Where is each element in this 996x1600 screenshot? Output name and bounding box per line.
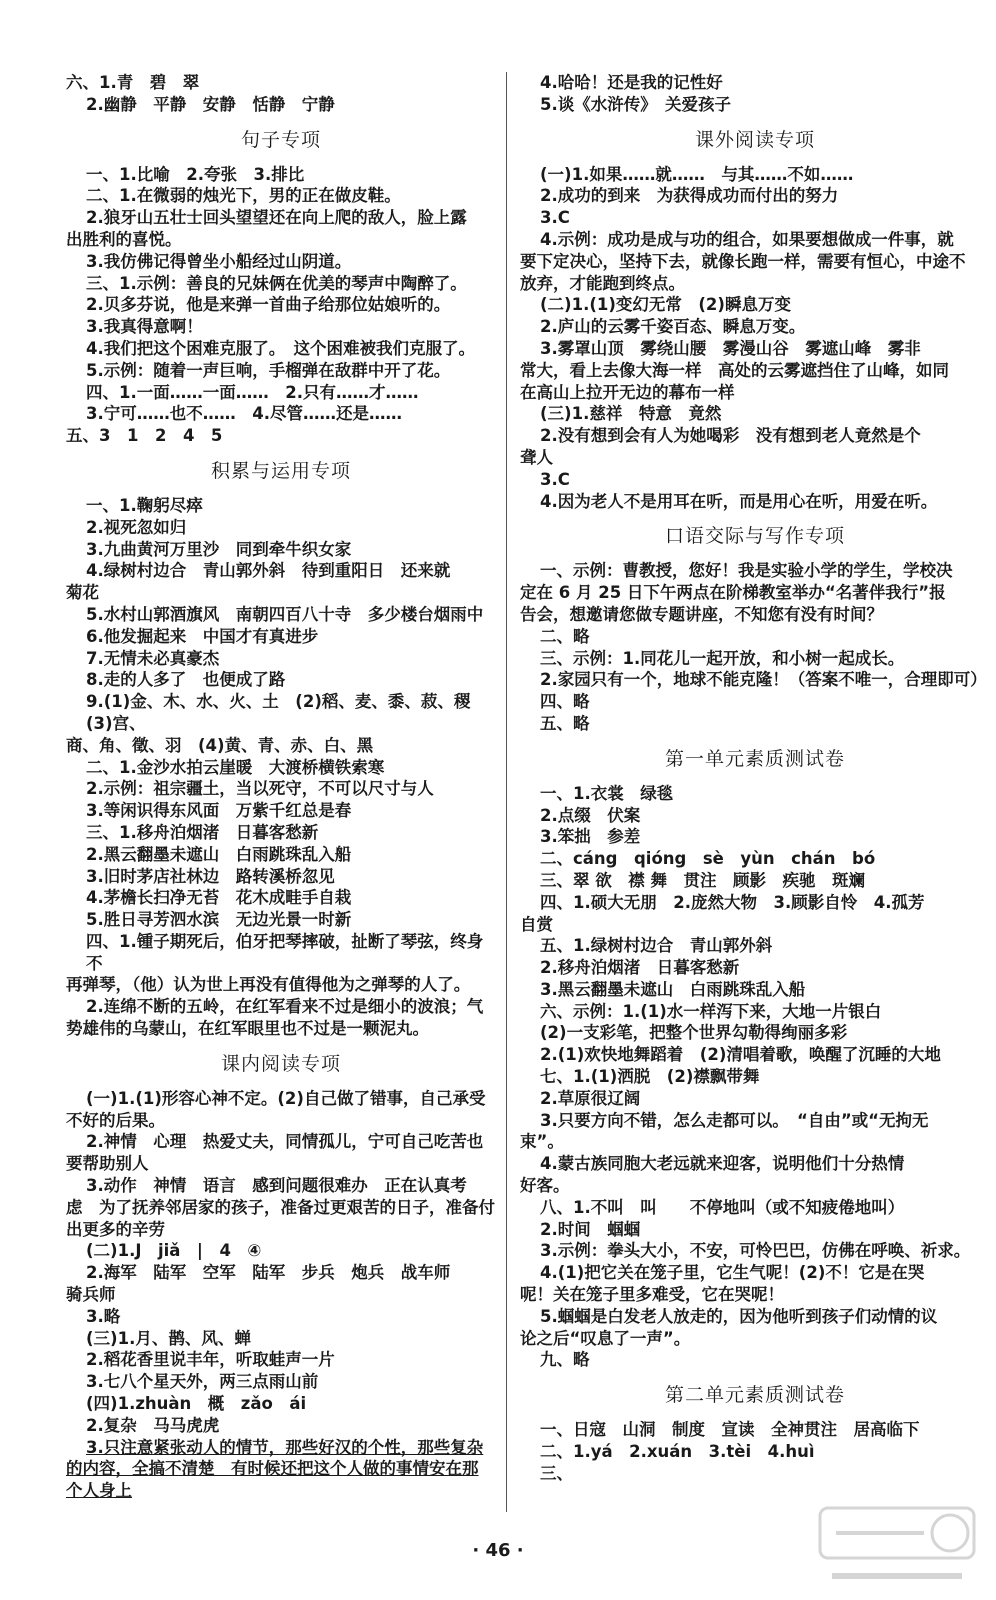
answer-line — [66, 207, 496, 229]
answer-line — [520, 1001, 990, 1023]
answer-line — [66, 822, 496, 844]
answer-line — [520, 783, 990, 805]
line-text: 虑 为了抚养邻居家的孩子，准备过更艰苦的日子，准备付 — [66, 1197, 495, 1217]
line-text: 五、3 1 2 4 5 — [66, 426, 223, 446]
line-text: 5.胜日寻芳泗水滨 无边光景一时新 — [86, 910, 352, 930]
line-text: 2.连绵不断的五岭，在红军看来不过是细小的波浪；气 — [86, 997, 484, 1017]
heading-text: 口语交际与写作专项 — [664, 525, 845, 548]
answer-line — [66, 1349, 496, 1371]
section-heading — [66, 447, 496, 495]
right-column — [520, 72, 990, 1485]
answer-line — [66, 909, 496, 931]
line-text: 要下定决心，坚持下去，就像长跑一样，需要有恒心，中途不 — [520, 251, 966, 271]
answer-line — [66, 931, 496, 975]
answer-line — [520, 1441, 990, 1463]
line-text: 2.时间 蝈蝈 — [540, 1219, 641, 1239]
answer-line — [66, 648, 496, 670]
line-text: 三、 — [540, 1463, 573, 1483]
line-text: 在高山上拉开无边的幕布一样 — [520, 382, 735, 402]
answer-line — [66, 1371, 496, 1393]
line-text: 四、1.一面……一面…… 2.只有……才…… — [86, 382, 419, 402]
line-text: 2.复杂 马马虎虎 — [86, 1415, 220, 1435]
answer-line — [520, 1110, 990, 1132]
line-text: 四、1.硕大无朋 2.庞然大物 3.顾影自怜 4.孤芳 — [540, 892, 925, 912]
answer-line — [66, 251, 496, 273]
line-text: 5.蝈蝈是白发老人放走的，因为他听到孩子们动情的议 — [540, 1306, 938, 1326]
line-text: 3.只注意紧张动人的情节，那些好汉的个性，那些复杂 — [86, 1437, 484, 1457]
line-text: 出胜利的喜悦。 — [66, 229, 182, 249]
answer-line — [66, 604, 496, 626]
line-text: 4.我们把这个困难克服了。 这个困难被我们克服了。 — [86, 338, 475, 358]
line-text: 2.黑云翻墨未遮山 白雨跳珠乱入船 — [86, 844, 352, 864]
answer-line — [520, 294, 990, 316]
line-text: 八、1.不叫 叫 不停地叫（或不知疲倦地叫） — [540, 1197, 905, 1217]
answer-line — [520, 469, 990, 491]
line-text: 再弹琴，（他）认为世上再没有值得他为之弹琴的人了。 — [66, 975, 471, 995]
answer-line — [520, 935, 990, 957]
answer-line — [66, 735, 496, 757]
line-text: 2.草原很辽阔 — [540, 1088, 641, 1108]
line-text: 四、略 — [540, 692, 590, 712]
answer-line — [66, 1088, 496, 1110]
line-text: 3.略 — [86, 1306, 121, 1326]
line-text: 三、1.示例：善良的兄妹俩在优美的琴声中陶醉了。 — [86, 273, 467, 293]
answer-line — [66, 1284, 496, 1306]
answer-line — [66, 1018, 496, 1040]
line-text: 3.只要方向不错，怎么走都可以。 “自由”或“无拘无 — [540, 1110, 929, 1130]
answer-line — [66, 996, 496, 1018]
line-text: 2.示例：祖宗疆土，当以死守，不可以尺寸与人 — [86, 779, 434, 799]
answer-line — [66, 495, 496, 517]
answer-line — [520, 1088, 990, 1110]
line-text: 8.走的人多了 也便成了路 — [86, 670, 286, 690]
line-text: 3.等闲识得东风面 万紫千红总是春 — [86, 801, 352, 821]
answer-line — [520, 94, 990, 116]
heading-text: 句子专项 — [240, 128, 321, 151]
answer-line — [66, 887, 496, 909]
line-text: (一)1.(1)形容心神不定。(2)自己做了错事，自己承受 — [86, 1088, 486, 1108]
line-text: 3.我真得意啊！ — [86, 317, 203, 337]
line-text: 2.狼牙山五壮士回头望望还在向上爬的敌人，脸上露 — [86, 208, 467, 228]
heading-text: 课内阅读专项 — [220, 1052, 341, 1075]
answer-line — [66, 164, 496, 186]
answer-line — [66, 185, 496, 207]
line-text: 4.哈哈！还是我的记性好 — [540, 73, 723, 92]
answer-line — [66, 360, 496, 382]
line-text: 3.九曲黄河万里沙 同到牵牛织女家 — [86, 539, 352, 559]
section-heading — [520, 512, 990, 560]
answer-line — [520, 229, 990, 251]
answer-line — [520, 626, 990, 648]
line-text: 5.谈《水浒传》 关爱孩子 — [540, 94, 731, 114]
line-text: 三、1.移舟泊烟渚 日暮客愁新 — [86, 822, 319, 842]
line-text: 势雄伟的乌蒙山，在红军眼里也不过是一颗泥丸。 — [66, 1019, 429, 1039]
answer-line — [66, 1110, 496, 1132]
line-text: (二)1.(1)变幻无常 (2)瞬息万变 — [540, 295, 791, 315]
answer-line — [520, 691, 990, 713]
answer-line — [66, 1219, 496, 1241]
answer-line — [66, 1153, 496, 1175]
line-text: 9.(1)金、木、水、火、土 (2)稻、麦、黍、菽、稷 (3)宫、 — [86, 692, 487, 733]
answer-line — [66, 539, 496, 561]
answer-line — [520, 669, 990, 691]
line-text: 出更多的辛劳 — [66, 1219, 165, 1239]
line-text: 不好的后果。 — [66, 1110, 165, 1130]
heading-text: 积累与运用专项 — [210, 459, 351, 482]
answer-line — [520, 1284, 990, 1306]
answer-line — [66, 844, 496, 866]
line-text: (一)1.如果……就…… 与其……不如…… — [540, 164, 854, 184]
line-text: (2)一支彩笔，把整个世界勾勒得绚丽多彩 — [540, 1023, 848, 1043]
heading-text: 课外阅读专项 — [694, 128, 815, 151]
line-text: 2.幽静 平静 安静 恬静 宁静 — [86, 94, 335, 114]
line-text: 论之后“叹息了一声”。 — [520, 1328, 691, 1348]
line-text: 二、1.在微弱的烛光下，男的正在做皮鞋。 — [86, 186, 401, 206]
answer-line — [66, 1328, 496, 1350]
line-text: 放弃，才能跑到终点。 — [520, 273, 685, 293]
line-text: 4.绿树村边合 青山郭外斜 待到重阳日 还来就 — [86, 561, 451, 581]
answer-line — [66, 778, 496, 800]
answer-line — [520, 892, 990, 914]
line-text: 4.茅檐长扫净无苔 花木成畦手自栽 — [86, 888, 352, 908]
answer-line — [520, 848, 990, 870]
line-text: 束”。 — [520, 1132, 564, 1152]
answer-line — [520, 1153, 990, 1175]
answer-line — [520, 185, 990, 207]
answer-line — [66, 626, 496, 648]
line-text: 2.贝多芬说，他是来弹一首曲子给那位姑娘听的。 — [86, 295, 451, 315]
answer-line — [66, 1240, 496, 1262]
answer-line — [520, 72, 990, 94]
line-text: 常大，看上去像大海一样 高处的云雾遮挡住了山峰，如同 — [520, 360, 949, 380]
line-text: 六、1.青 碧 翠 — [66, 73, 200, 92]
line-text: 二、cáng qióng sè yùn chán bó — [540, 849, 876, 869]
line-text: 2.海军 陆军 空军 陆军 步兵 炮兵 战车师 — [86, 1263, 451, 1283]
line-text: 4.(1)把它关在笼子里，它生气呢！(2)不！它是在哭 — [540, 1263, 925, 1283]
line-text: 2.(1)欢快地舞蹈着 (2)清唱着歌，唤醒了沉睡的大地 — [540, 1045, 941, 1065]
answer-line — [66, 1393, 496, 1415]
line-text: 呢！关在笼子里多难受，它在哭呢！ — [520, 1285, 784, 1305]
left-column — [66, 72, 496, 1502]
answer-line — [66, 338, 496, 360]
line-text: 九、略 — [540, 1350, 590, 1370]
line-text: 一、1.鞠躬尽瘁 — [86, 495, 203, 515]
page-number: · 46 · — [472, 1540, 524, 1561]
answer-line — [520, 251, 990, 273]
answer-line — [520, 447, 990, 469]
answer-line — [66, 1131, 496, 1153]
answer-line — [520, 826, 990, 848]
answer-line — [66, 72, 496, 94]
answer-line — [520, 1066, 990, 1088]
line-text: 3.旧时茅店社林边 路转溪桥忽见 — [86, 866, 335, 886]
section-heading — [520, 735, 990, 783]
line-text: 2.移舟泊烟渚 日暮客愁新 — [540, 958, 740, 978]
answer-line — [520, 338, 990, 360]
line-text: 五、1.绿树村边合 青山郭外斜 — [540, 936, 773, 956]
answer-line — [66, 1458, 496, 1480]
line-text: 2.没有想到会有人为她喝彩 没有想到老人竟然是个 — [540, 426, 921, 446]
answer-line — [520, 1022, 990, 1044]
line-text: (三)1.月、鹊、风、蝉 — [86, 1328, 251, 1348]
answer-line — [520, 491, 990, 513]
line-text: 要帮助别人 — [66, 1154, 149, 1174]
line-text: 聋人 — [520, 447, 553, 467]
line-text: 告会，想邀请您做专题讲座，不知您有没有时间？ — [520, 604, 883, 624]
answer-line — [520, 648, 990, 670]
answer-line — [66, 1175, 496, 1197]
answer-line — [520, 382, 990, 404]
answer-line — [520, 1219, 990, 1241]
line-text: 3.我仿佛记得曾坐小船经过山阴道。 — [86, 251, 352, 271]
line-text: 菊花 — [66, 583, 99, 603]
column-divider — [506, 72, 507, 1512]
answer-line — [520, 360, 990, 382]
line-text: 三、示例：1.同花儿一起开放，和小树一起成长。 — [540, 648, 905, 668]
answer-line — [520, 805, 990, 827]
answer-line — [520, 1463, 990, 1485]
answer-line — [520, 1306, 990, 1328]
line-text: 三、翠 欲 襟 舞 贯注 顾影 疾驰 斑斓 — [540, 870, 865, 890]
line-text: 2.视死忽如归 — [86, 517, 187, 537]
line-text: 2.庐山的云雾千姿百态、瞬息万变。 — [540, 317, 806, 337]
line-text: 2.神情 心理 热爱丈夫，同情孤儿，宁可自己吃苦也 — [86, 1132, 484, 1152]
line-text: 的内容，全搞不清楚 有时候还把这个人做的事情安在那 — [66, 1459, 479, 1479]
line-text: 一、1.比喻 2.夸张 3.排比 — [86, 164, 305, 184]
line-text: 3.C — [540, 208, 570, 228]
line-text: 商、角、徵、羽 (4)黄、青、赤、白、黑 — [66, 735, 374, 755]
line-text: 5.水村山郭酒旗风 南朝四百八十寺 多少楼台烟雨中 — [86, 604, 484, 624]
line-text: 3.C — [540, 469, 570, 489]
answer-line — [66, 1480, 496, 1502]
line-text: 一、日寇 山洞 制度 宣读 全神贯注 居高临下 — [540, 1420, 920, 1440]
line-text: 7.无情未必真豪杰 — [86, 648, 220, 668]
answer-line — [66, 425, 496, 447]
answer-line — [66, 582, 496, 604]
line-text: 3.七八个星天外，两三点雨山前 — [86, 1372, 319, 1392]
answer-line — [520, 582, 990, 604]
answer-line — [520, 957, 990, 979]
line-text: (四)1.zhuàn 概 zǎo ái — [86, 1394, 307, 1414]
answer-line — [66, 403, 496, 425]
line-text: 二、略 — [540, 626, 590, 646]
section-heading — [520, 116, 990, 164]
line-text: 四、1.锺子期死后，伯牙把琴摔破，扯断了琴弦，终身不 — [86, 931, 484, 973]
line-text: 3.黑云翻墨未遮山 白雨跳珠乱入船 — [540, 979, 806, 999]
line-text: 2.点缀 伏案 — [540, 805, 641, 825]
answer-line — [520, 1044, 990, 1066]
line-text: 二、1.yá 2.xuán 3.tèi 4.huì — [540, 1442, 815, 1462]
line-text: 六、示例：1.(1)水一样泻下来，大地一片银白 — [540, 1001, 882, 1021]
section-heading — [66, 1040, 496, 1088]
line-text: 3.雾罩山顶 雾绕山腰 雾漫山谷 雾遮山峰 雾非 — [540, 338, 921, 358]
line-text: 4.蒙古族同胞大老远就来迎客，说明他们十分热情 — [540, 1154, 905, 1174]
answer-line — [520, 273, 990, 295]
answer-line — [520, 164, 990, 186]
line-text: 5.示例：随着一声巨响，手榴弹在敌群中开了花。 — [86, 360, 451, 380]
line-text: 一、示例：曹教授，您好！我是实验小学的学生，学校决 — [540, 561, 953, 581]
answer-line — [66, 273, 496, 295]
line-text: 自赏 — [520, 914, 553, 934]
line-text: 七、1.(1)洒脱 (2)襟飘带舞 — [540, 1067, 760, 1087]
line-text: 3.笨拙 参差 — [540, 827, 641, 847]
heading-text: 第一单元素质测试卷 — [664, 747, 845, 770]
line-text: (三)1.慈祥 特意 竟然 — [540, 404, 722, 424]
line-text: 4.因为老人不是用耳在听，而是用心在听，用爱在听。 — [540, 491, 938, 511]
heading-text: 第二单元素质测试卷 — [664, 1384, 845, 1407]
answer-line — [520, 979, 990, 1001]
line-text: 一、1.衣裳 绿毯 — [540, 783, 674, 803]
section-heading — [66, 116, 496, 164]
answer-line — [520, 1240, 990, 1262]
answer-line — [66, 1262, 496, 1284]
answer-line — [520, 1328, 990, 1350]
answer-line — [520, 870, 990, 892]
line-text: 五、略 — [540, 713, 590, 733]
line-text: 定在 6 月 25 日下午两点在阶梯教室举办“名著伴我行”报 — [520, 583, 946, 603]
answer-line — [520, 425, 990, 447]
answer-line — [66, 1197, 496, 1219]
answer-line — [66, 94, 496, 116]
line-text: 2.稻花香里说丰年，听取蛙声一片 — [86, 1350, 335, 1370]
line-text: 骑兵师 — [66, 1285, 116, 1305]
answer-line — [66, 1437, 496, 1459]
answer-line — [520, 1131, 990, 1153]
line-text: (二)1.J jiǎ | 4 ④ — [86, 1241, 262, 1261]
line-text: 好客。 — [520, 1176, 570, 1196]
answer-line — [66, 866, 496, 888]
answer-line — [66, 1306, 496, 1328]
answer-line — [66, 560, 496, 582]
answer-line — [66, 974, 496, 996]
watermark-logo — [812, 1502, 982, 1592]
line-text: 2.家园只有一个，地球不能克隆！（答案不唯一，合理即可） — [540, 670, 987, 690]
answer-line — [66, 757, 496, 779]
line-text: 3.宁可……也不…… 4.尽管……还是…… — [86, 404, 402, 424]
answer-line — [520, 604, 990, 626]
answer-line — [66, 294, 496, 316]
answer-line — [520, 403, 990, 425]
line-text: 3.动作 神情 语言 感到问题很难办 正在认真考 — [86, 1176, 467, 1196]
answer-line — [520, 914, 990, 936]
line-text: 4.示例：成功是成与功的组合，如果要想做成一件事，就 — [540, 229, 954, 249]
line-text: 6.他发掘起来 中国才有真进步 — [86, 626, 319, 646]
answer-line — [66, 316, 496, 338]
line-text: 个人身上 — [66, 1481, 132, 1501]
answer-line — [66, 800, 496, 822]
section-heading — [520, 1371, 990, 1419]
answer-line — [520, 713, 990, 735]
line-text: 2.成功的到来 为获得成功而付出的努力 — [540, 186, 839, 206]
answer-line — [66, 691, 496, 735]
answer-line — [520, 1262, 990, 1284]
answer-line — [520, 207, 990, 229]
answer-line — [66, 229, 496, 251]
answer-line — [520, 560, 990, 582]
answer-line — [66, 669, 496, 691]
answer-line — [520, 1175, 990, 1197]
line-text: 二、1.金沙水拍云崖暖 大渡桥横铁索寒 — [86, 757, 385, 777]
answer-line — [520, 1197, 990, 1219]
answer-line — [66, 517, 496, 539]
answer-line — [520, 1419, 990, 1441]
line-text: 3.示例：拳头大小，不安，可怜巴巴，仿佛在呼唤、祈求。 — [540, 1241, 971, 1261]
answer-line — [66, 1415, 496, 1437]
answer-line — [520, 1349, 990, 1371]
answer-line — [66, 382, 496, 404]
answer-line — [520, 316, 990, 338]
